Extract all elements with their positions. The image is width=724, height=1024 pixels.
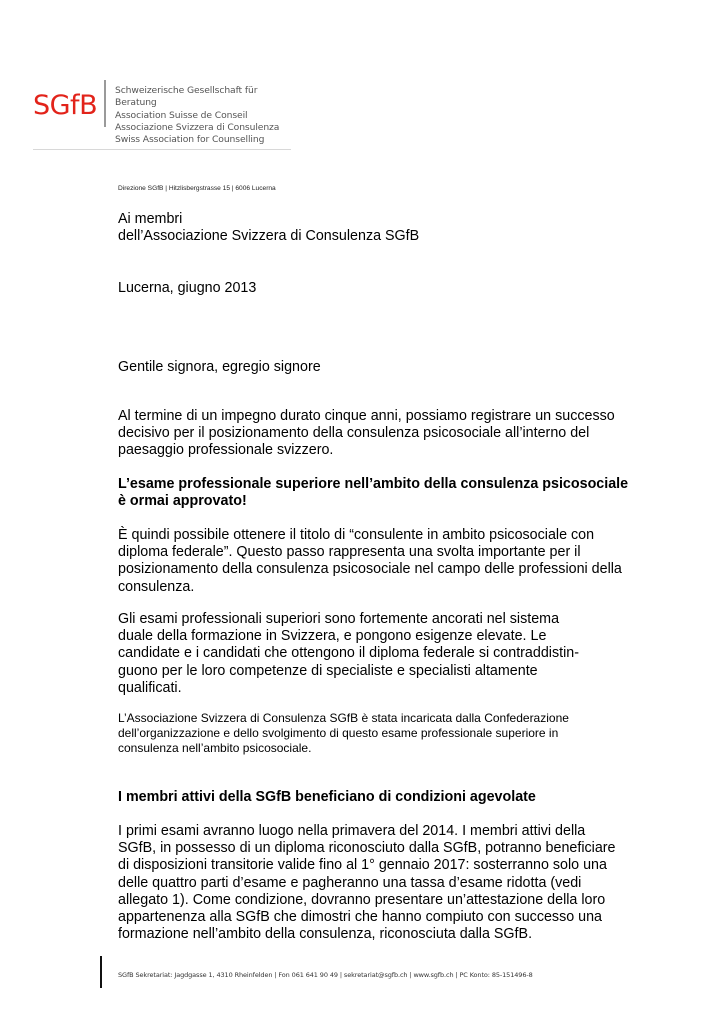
- text-line: L’Associazione Svizzera di Consulenza SGfB è stata incaricata dalla Confederazione: [118, 711, 569, 725]
- text-line: diploma federale”. Questo passo rappresenta una svolta importante per il: [118, 544, 581, 561]
- salutation: Gentile signora, egregio signore: [118, 359, 321, 375]
- org-name-de: Schweizerische Gesellschaft für Beratung: [115, 85, 258, 109]
- text-line: delle quattro parti d’esame e pagheranno una tassa d’esame ridotta (vedi: [118, 874, 582, 891]
- paragraph-mandate: [118, 711, 569, 757]
- paragraph-intro: [118, 408, 615, 460]
- letterhead-logo: [33, 78, 291, 150]
- text-line: L’esame professionale superiore nell’ambito della consulenza psicosociale: [118, 476, 629, 492]
- text-line: formazione nell’ambito della consulenza, riconosciuta dalla SGfB.: [118, 926, 533, 943]
- text-line: È quindi possibile ottenere il titolo di “consulente in ambito psicosociale con: [118, 527, 595, 543]
- logo-divider: [104, 80, 106, 127]
- text-line: Al termine di un impegno durato cinque anni, possiamo registrare un successo: [118, 408, 615, 424]
- paragraph-exams: [118, 611, 579, 697]
- text-line: duale della formazione in Svizzera, e pongono esigenze elevate. Le: [118, 628, 547, 645]
- text-line: SGfB, in possesso di un diploma riconosciuto dalla SGfB, potranno beneficiare: [118, 840, 616, 857]
- text-line: posizionamento della consulenza psicosociale nel campo delle professioni della: [118, 561, 622, 578]
- organization-names: [115, 85, 291, 146]
- date-line: Lucerna, giugno 2013: [118, 280, 257, 296]
- sgfb-logo: SGfB: [33, 90, 98, 121]
- text-line: decisivo per il posizionamento della consulenza psicosociale all’interno del: [118, 425, 590, 442]
- heading-exam-approved: [118, 476, 628, 510]
- recipient-line: Ai membri: [118, 211, 183, 227]
- paragraph-title: [118, 527, 622, 596]
- paragraph-transition: [118, 823, 616, 943]
- text-line: I primi esami avranno luogo nella primavera del 2014. I membri attivi della: [118, 823, 586, 839]
- footer-contact: SGfB Sekretariat: Jagdgasse 1, 4310 Rheinfelden | Fon 061 641 90 49 | sekretariat@sgfb.ch | www.sgfb.ch | PC Konto: 85-151496-8: [118, 971, 533, 979]
- recipient-line: dell’Associazione Svizzera di Consulenza SGfB: [118, 228, 420, 245]
- heading-member-benefits: I membri attivi della SGfB beneficiano di condizioni agevolate: [118, 789, 536, 805]
- org-name-it: Associazione Svizzera di Consulenza: [115, 121, 280, 133]
- text-line: guono per le loro competenze di specialiste e specialisti altamente: [118, 662, 538, 679]
- text-line: candidate e i candidati che ottengono il diploma federale si contraddistin-: [118, 645, 579, 662]
- letterhead-rule: [33, 149, 291, 150]
- text-line: Gli esami professionali superiori sono fortemente ancorati nel sistema: [118, 611, 560, 627]
- text-line: paesaggio professionale svizzero.: [118, 442, 334, 459]
- text-line: di disposizioni transitorie valide fino al 1° gennaio 2017: sosterranno solo una: [118, 857, 607, 874]
- sender-address: Direzione SGfB | Hitzlisbergstrasse 15 | 6006 Lucerna: [118, 185, 276, 192]
- text-line: allegato 1). Come condizione, dovranno presentare un’attestazione della loro: [118, 891, 606, 908]
- org-name-en: Swiss Association for Counselling: [115, 134, 265, 146]
- text-line: è ormai approvato!: [118, 493, 247, 510]
- text-line: appartenenza alla SGfB che dimostri che hanno compiuto con successo una: [118, 909, 602, 926]
- footer-divider: [100, 956, 102, 988]
- recipient-block: [118, 211, 419, 245]
- text-line: qualificati.: [118, 679, 182, 696]
- text-line: dell’organizzazione e dello svolgimento di questo esame professionale superiore in: [118, 726, 559, 741]
- org-name-fr: Association Suisse de Conseil: [115, 109, 248, 121]
- text-line: consulenza nell’ambito psicosociale.: [118, 741, 312, 756]
- text-line: consulenza.: [118, 578, 195, 595]
